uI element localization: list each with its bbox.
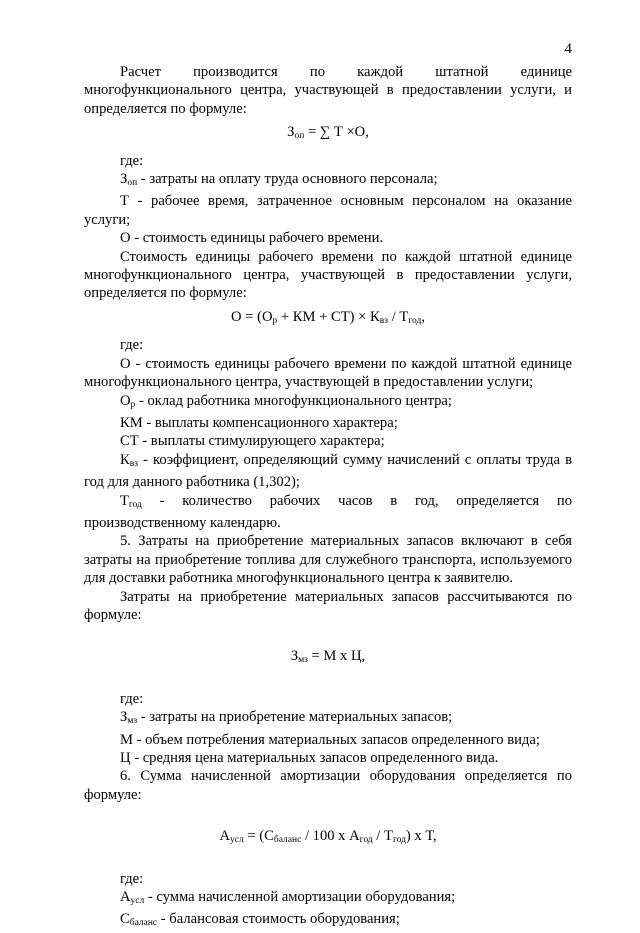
spacer [84,676,572,690]
definition: $К_{вз}$ - коэффициент, определяющий сумму начислений с оплаты труда в год для данного работника (1,302); [84,451,572,491]
paragraph: Затраты на приобретение материальных запасов рассчитываются по формуле: [84,588,572,623]
spacer [84,856,572,870]
where-label: где: [120,337,144,354]
paragraph: Стоимость единицы рабочего времени по каждой штатной единице многофункционального центра, участвующей в предоставлении услуги, определяется по формуле: [84,248,572,302]
definition: Т - рабочее время, затраченное основным персоналом на оказание услуги; [84,193,572,228]
definition: КМ - выплаты компенсационного характера; [120,414,398,431]
paragraph: 5. Затраты на приобретение материальных запасов включают в себя затраты на приобретение топлива для служебного транспорта, используемого для доставки работника многофункционального центра к заявителю. [84,533,572,587]
definition: $А_{усл}$ - сумма начисленной амортизации оборудования; [120,889,456,907]
formula-depreciation: $А_{усл} = (С_{баланс} / 100$ х $А_{год} / Т_{год}$) х Т, [219,828,437,846]
definition: $С_{баланс}$ - балансовая стоимость оборудования; [120,911,400,929]
where-label: где: [120,152,144,169]
definition: О - стоимость единицы рабочего времени. [120,230,384,247]
formula-time-unit-cost: $О = (О_р$ + КМ + $СТ) \times К_{вз} / Т_{год}$, [231,308,425,326]
spacer [84,624,572,642]
definition: $З_{мз}$ - затраты на приобретение материальных запасов; [120,709,453,727]
where-label: где: [120,870,144,887]
definition: Ц - средняя цена материальных запасов определенного вида. [120,750,499,766]
paragraph: Расчет производится по каждой штатной единице многофункционального центра, участвующей в предоставлении услуги, и определяется по формуле: [84,64,572,117]
definition: $З_{оп}$ - затраты на оплату труда основного персонала; [120,171,438,189]
page-number: 4 [564,41,572,57]
definition: $О_р$ - оклад работника многофункционального центра; [120,392,452,410]
document-body [84,63,572,933]
definition: О - стоимость единицы рабочего времени по каждой штатной единице многофункционального центра, участвующей в предоставлении услуги; [84,355,572,391]
paragraph: 6. Сумма начисленной амортизации оборудования определяется по формуле: [84,768,572,803]
formula-material-cost: $З_{мз} = М$ х Ц, [290,648,366,666]
definition: $Т_{год}$ - количество рабочих часов в год, определяется по производственному календарю. [84,492,572,531]
where-label: где: [120,690,144,707]
definition: М - объем потребления материальных запасов определенного вида; [120,731,540,748]
formula-labor-cost: $З_{оп}$ = ∑ Т ×О, [287,124,369,142]
definition: СТ - выплаты стимулирующего характера; [120,433,385,450]
spacer [84,804,572,822]
